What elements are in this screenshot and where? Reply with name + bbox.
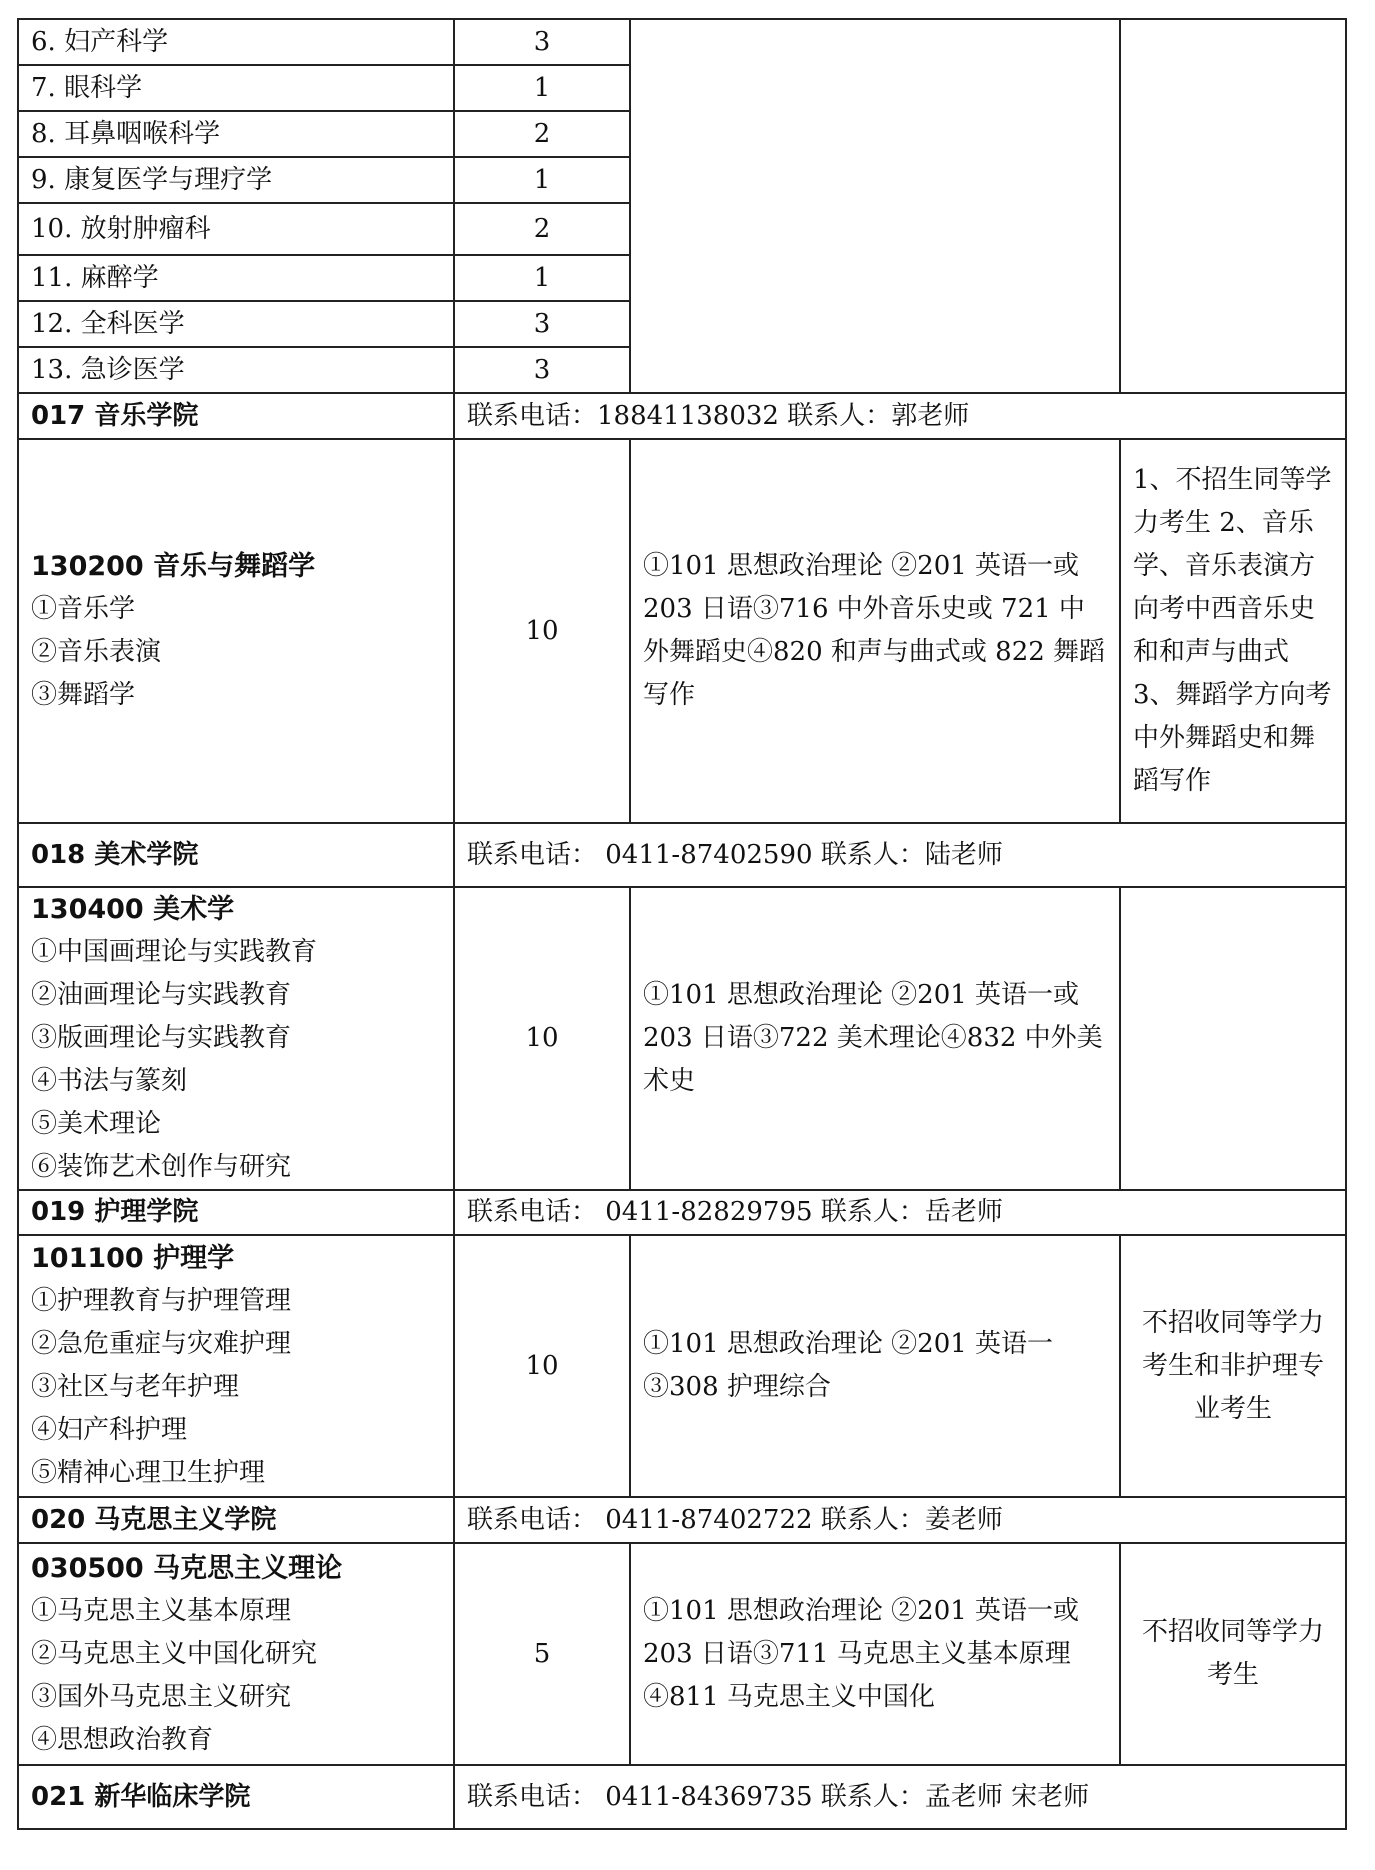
direction-item: ③版画理论与实践教育 [31, 1023, 292, 1053]
college-header-row [18, 393, 1346, 439]
direction-item: ④书法与篆刻 [31, 1066, 188, 1096]
specialty-name: 8. 耳鼻咽喉科学 [18, 111, 454, 157]
admissions-table-page [17, 18, 1345, 1830]
specialty-name: 10. 放射肿瘤科 [18, 203, 454, 255]
college-name: 021 新华临床学院 [18, 1765, 454, 1829]
college-contact: 联系电话： 0411-87402590 联系人：陆老师 [454, 823, 1346, 887]
exam-subjects: ①101 思想政治理论 ②201 英语一或 203 日语③722 美术理论④832 中外美术史 [630, 887, 1120, 1190]
specialty-name: 7. 眼科学 [18, 65, 454, 111]
specialty-name: 6. 妇产科学 [18, 19, 454, 65]
college-contact: 联系电话： 0411-87402722 联系人：姜老师 [454, 1497, 1346, 1543]
college-name: 018 美术学院 [18, 823, 454, 887]
exam-subjects: ①101 思想政治理论 ②201 英语一③308 护理综合 [630, 1235, 1120, 1497]
admission-notes: 不招收同等学力考生 [1120, 1543, 1346, 1765]
college-header-row [18, 1190, 1346, 1235]
enrollment-count: 10 [454, 887, 630, 1190]
enrollment-count: 3 [454, 19, 630, 65]
enrollment-count: 3 [454, 347, 630, 393]
enrollment-count: 1 [454, 255, 630, 301]
college-contact: 联系电话：18841138032 联系人：郭老师 [454, 393, 1346, 439]
admission-notes: 1、不招生同等学力考生 2、音乐学、音乐表演方向考中西音乐史和和声与曲式 3、舞蹈学方向考中外舞蹈史和舞蹈写作 [1120, 439, 1346, 823]
enrollment-count: 1 [454, 157, 630, 203]
direction-item: ①音乐学 [31, 594, 136, 624]
direction-item: ④妇产科护理 [31, 1415, 188, 1445]
direction-item: ⑥装饰艺术创作与研究 [31, 1152, 292, 1182]
specialty-name: 12. 全科医学 [18, 301, 454, 347]
direction-item: ⑤美术理论 [31, 1109, 162, 1139]
major-cell [18, 1235, 454, 1497]
college-name: 019 护理学院 [18, 1190, 454, 1235]
enrollment-count: 10 [454, 439, 630, 823]
major-title: 130400 美术学 [31, 894, 235, 925]
enrollment-count: 2 [454, 203, 630, 255]
direction-item: ②马克思主义中国化研究 [31, 1638, 318, 1669]
direction-item: ①马克思主义基本原理 [31, 1595, 292, 1626]
major-row [18, 887, 1346, 1190]
specialty-name: 11. 麻醉学 [18, 255, 454, 301]
college-header-row [18, 1765, 1346, 1829]
specialty-name: 9. 康复医学与理疗学 [18, 157, 454, 203]
enrollment-count: 1 [454, 65, 630, 111]
specialty-name: 13. 急诊医学 [18, 347, 454, 393]
exam-subjects-cell [630, 19, 1120, 393]
direction-item: ③国外马克思主义研究 [31, 1681, 292, 1712]
enrollment-count: 2 [454, 111, 630, 157]
notes-cell [1120, 19, 1346, 393]
exam-subjects: ①101 思想政治理论 ②201 英语一或 203 日语③711 马克思主义基本原理④811 马克思主义中国化 [630, 1543, 1120, 1765]
enrollment-count: 5 [454, 1543, 630, 1765]
direction-item: ⑤精神心理卫生护理 [31, 1458, 266, 1488]
direction-item: ②油画理论与实践教育 [31, 980, 292, 1010]
table-row [18, 19, 1346, 65]
direction-item: ③舞蹈学 [31, 680, 136, 710]
major-title: 101100 护理学 [31, 1243, 235, 1274]
major-cell [18, 439, 454, 823]
enrollment-count: 3 [454, 301, 630, 347]
major-cell [18, 1543, 454, 1765]
major-row [18, 1543, 1346, 1765]
direction-item: ②音乐表演 [31, 637, 162, 667]
college-contact: 联系电话： 0411-84369735 联系人：孟老师 宋老师 [454, 1765, 1346, 1829]
direction-item: ③社区与老年护理 [31, 1372, 240, 1402]
direction-item: ①中国画理论与实践教育 [31, 937, 318, 967]
exam-subjects: ①101 思想政治理论 ②201 英语一或 203 日语③716 中外音乐史或 721 中外舞蹈史④820 和声与曲式或 822 舞蹈写作 [630, 439, 1120, 823]
college-header-row [18, 823, 1346, 887]
major-cell [18, 887, 454, 1190]
major-row [18, 1235, 1346, 1497]
admissions-table [17, 18, 1347, 1830]
admission-notes [1120, 887, 1346, 1190]
direction-item: ④思想政治教育 [31, 1724, 214, 1755]
college-name: 020 马克思主义学院 [18, 1497, 454, 1543]
direction-item: ②急危重症与灾难护理 [31, 1329, 292, 1359]
college-contact: 联系电话： 0411-82829795 联系人：岳老师 [454, 1190, 1346, 1235]
major-title: 030500 马克思主义理论 [31, 1552, 343, 1584]
enrollment-count: 10 [454, 1235, 630, 1497]
direction-item: ①护理教育与护理管理 [31, 1286, 292, 1316]
college-header-row [18, 1497, 1346, 1543]
college-name: 017 音乐学院 [18, 393, 454, 439]
major-row [18, 439, 1346, 823]
major-title: 130200 音乐与舞蹈学 [31, 551, 316, 582]
admission-notes: 不招收同等学力考生和非护理专业考生 [1120, 1235, 1346, 1497]
